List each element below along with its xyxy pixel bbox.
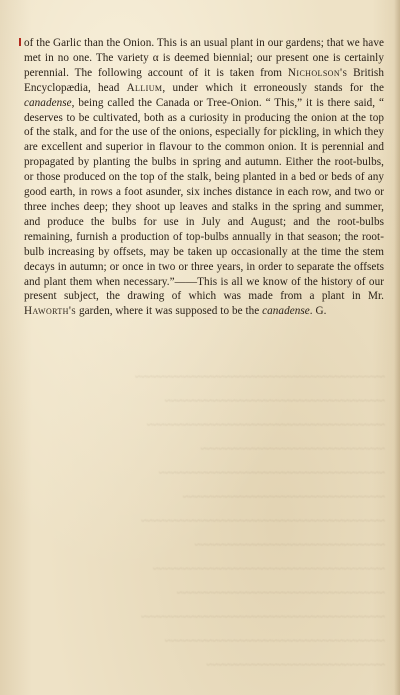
- page-edge-shadow: [394, 0, 400, 695]
- species-name-italic: canadense: [262, 305, 310, 318]
- text-run: of the Garlic than the Onion. This is an usual plant in our gardens; that we have met in no one. The variety α is deemed biennial; our present one is certainly perennial. The following account of it is taken from: [24, 37, 384, 79]
- paragraph: [24, 36, 384, 319]
- author-name-haworth: Haworth's: [24, 305, 77, 318]
- red-margin-mark: [19, 38, 21, 46]
- genus-name-allium: Allium: [126, 81, 163, 94]
- signature-text: . G.: [309, 305, 327, 318]
- author-name-nicholson: Nicholson's: [287, 66, 348, 79]
- text-run: British Encyclopædia, head: [24, 66, 384, 94]
- text-run: , under which it erroneously stands for the: [162, 81, 384, 94]
- species-name-italic: canadense: [24, 96, 72, 109]
- text-run: , being called the Canada or Tree-Onion. “ This,” it is there said, “ deserves to be cultivated, both as a curiosity in producing the onion at the top of the stalk, and for the use of the onions, especially for pickling, in which they are excellent and superior in flavour to the common onion. It is perennial and propagated by planting the bulbs in spring and autumn. Either the root-bulbs, or those produced on the top of the stalk, being planted in a bed or beds of any good earth, in rows a foot asunder, six inches distance in each row, and two or three inches deep; they shoot up leaves and stalks in the spring and summer, and produce the bulbs for use in July and August; and the root-bulbs remaining, furnish a production of top-bulbs annually in that season; the root-bulb increasing by offsets, may be taken up occasionally at the time the stem decays in autumn; or once in two or three years, in order to separate the offsets and plant them when necessary.”——This is all we know of the history of our present subject, the drawing of which was made from a plant in Mr.: [24, 96, 384, 303]
- text-run: garden, where it was supposed to be the: [76, 305, 263, 318]
- body-text: [24, 36, 384, 319]
- show-through-text: ~~~~~~~~~~~~~~~~~~~~~~~~~~~~~~~~~~~~~~~~~~ ~~~~~~~~~~~~~~~~~~~~~~~~~~~~~~~~~~~~~ ~~~~~~~~~~~~~~~~~~~~~~~~~~~~~~~~~~~~~~~~ ~~~~~~~~~~~~~~~~~~~~~~~~~~~~~~~ ~~~~~~~~~~~~~~~~~~~~~~~~~~~~~~~~~~~~~~ ~~~~~~~~~~~~~~~~~~~~~~~~~~~~~~~~~~ ~~~~~~~~~~~~~~~~~~~~~~~~~~~~~~~~~~~~~~~~~ ~~~~~~~~~~~~~~~~~~~~~~~~~~~~~~~~ ~~~~~~~~~~~~~~~~~~~~~~~~~~~~~~~~~~~~~~~ ~~~~~~~~~~~~~~~~~~~~~~~~~~~~~~~~~~~ ~~~~~~~~~~~~~~~~~~~~~~~~~~~~~~~~~~~~~~~~~ ~~~~~~~~~~~~~~~~~~~~~~~~~~~~~~~~~~~~~ ~~~~~~~~~~~~~~~~~~~~~~~~~~~~~~: [135, 371, 385, 671]
